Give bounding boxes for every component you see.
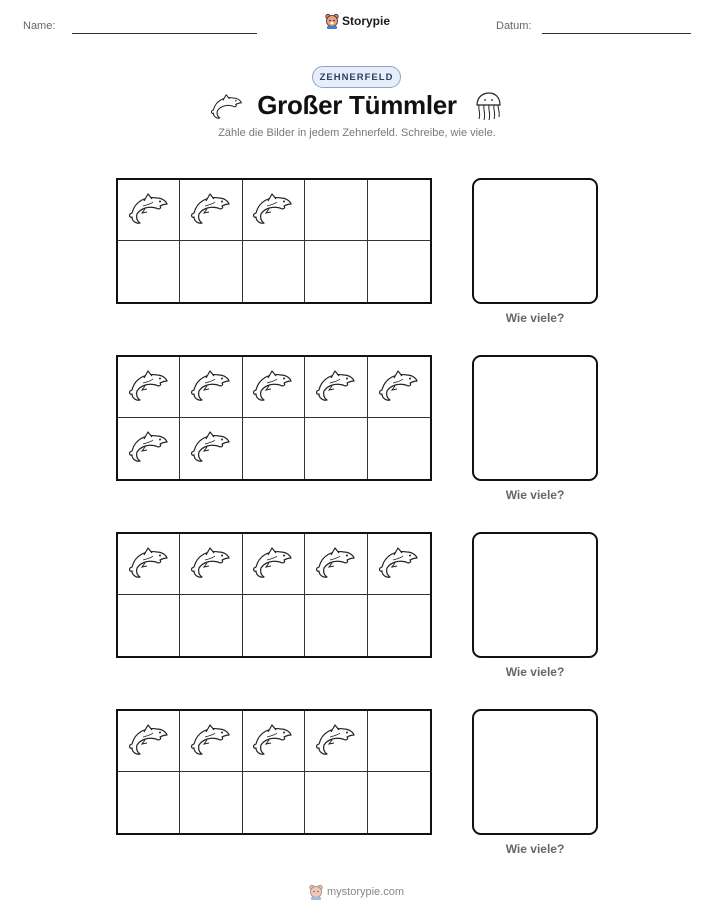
dolphin-icon (316, 368, 356, 407)
ten-frame-cell (305, 534, 367, 595)
ten-frame-cell (118, 357, 180, 418)
ten-frame-cell (180, 711, 242, 772)
brand-name: Storypie (342, 14, 391, 28)
ten-frame-cell (118, 180, 180, 241)
ten-frame-cell (368, 772, 430, 833)
ten-frame-cell (305, 180, 367, 241)
ten-frame-cell (243, 595, 305, 656)
jellyfish-icon (472, 92, 504, 122)
footer (309, 884, 404, 900)
name-label: Name: (23, 20, 56, 32)
ten-frame-cell (305, 241, 367, 302)
storypie-bear-icon (309, 884, 323, 900)
footer-url: mystorypie.com (327, 886, 405, 898)
ten-frame-cell (243, 357, 305, 418)
ten-frame-cell (243, 534, 305, 595)
answer-label-4: Wie viele? (505, 842, 565, 856)
page-title: Großer Tümmler (257, 90, 457, 120)
ten-frame-cell (243, 711, 305, 772)
ten-frame-cell (368, 241, 430, 302)
dolphin-icon (379, 545, 419, 584)
dolphin-icon (253, 545, 293, 584)
ten-frame-cell (305, 772, 367, 833)
ten-frame-cell (118, 772, 180, 833)
ten-frame-3 (116, 532, 432, 658)
answer-box-2[interactable] (472, 355, 598, 481)
dolphin-icon (129, 191, 169, 230)
dolphin-icon (191, 429, 231, 468)
category-badge: ZEHNERFELD (312, 66, 401, 88)
ten-frame-cell (243, 418, 305, 479)
dolphin-icon (316, 722, 356, 761)
dolphin-icon (253, 368, 293, 407)
ten-frame-cell (180, 418, 242, 479)
ten-frame-cell (243, 241, 305, 302)
ten-frame-cell (180, 241, 242, 302)
storypie-bear-icon (325, 13, 339, 29)
dolphin-icon (129, 368, 169, 407)
ten-frame-cell (305, 357, 367, 418)
date-label: Datum: (496, 20, 532, 32)
answer-label-2: Wie viele? (505, 488, 565, 502)
ten-frame-cell (180, 534, 242, 595)
ten-frame-cell (180, 772, 242, 833)
date-line[interactable] (542, 33, 691, 34)
answer-box-1[interactable] (472, 178, 598, 304)
dolphin-icon (191, 722, 231, 761)
ten-frame-cell (118, 534, 180, 595)
answer-label-1: Wie viele? (505, 311, 565, 325)
dolphin-icon (191, 368, 231, 407)
dolphin-icon (129, 429, 169, 468)
dolphin-icon (379, 368, 419, 407)
answer-box-4[interactable] (472, 709, 598, 835)
brand-logo (325, 13, 390, 29)
ten-frame-cell (243, 772, 305, 833)
ten-frame-4 (116, 709, 432, 835)
instructions: Zähle die Bilder in jedem Zehnerfeld. Schreibe, wie viele. (218, 127, 496, 139)
ten-frame-cell (305, 711, 367, 772)
answer-label-3: Wie viele? (505, 665, 565, 679)
dolphin-icon (316, 545, 356, 584)
ten-frame-cell (368, 595, 430, 656)
ten-frame-cell (368, 534, 430, 595)
ten-frame-cell (118, 418, 180, 479)
ten-frame-cell (368, 357, 430, 418)
ten-frame-2 (116, 355, 432, 481)
ten-frame-1 (116, 178, 432, 304)
ten-frame-cell (243, 180, 305, 241)
ten-frame-cell (180, 357, 242, 418)
ten-frame-cell (368, 418, 430, 479)
ten-frame-cell (118, 595, 180, 656)
ten-frame-cell (368, 180, 430, 241)
ten-frame-cell (118, 241, 180, 302)
dolphin-icon (129, 722, 169, 761)
dolphin-icon (253, 722, 293, 761)
ten-frame-cell (180, 180, 242, 241)
ten-frame-cell (118, 711, 180, 772)
ten-frame-cell (180, 595, 242, 656)
answer-box-3[interactable] (472, 532, 598, 658)
dolphin-icon (191, 545, 231, 584)
dolphin-icon (129, 545, 169, 584)
dolphin-icon (253, 191, 293, 230)
dolphin-icon (191, 191, 231, 230)
name-line[interactable] (72, 33, 257, 34)
ten-frame-cell (368, 711, 430, 772)
ten-frame-cell (305, 595, 367, 656)
ten-frame-cell (305, 418, 367, 479)
